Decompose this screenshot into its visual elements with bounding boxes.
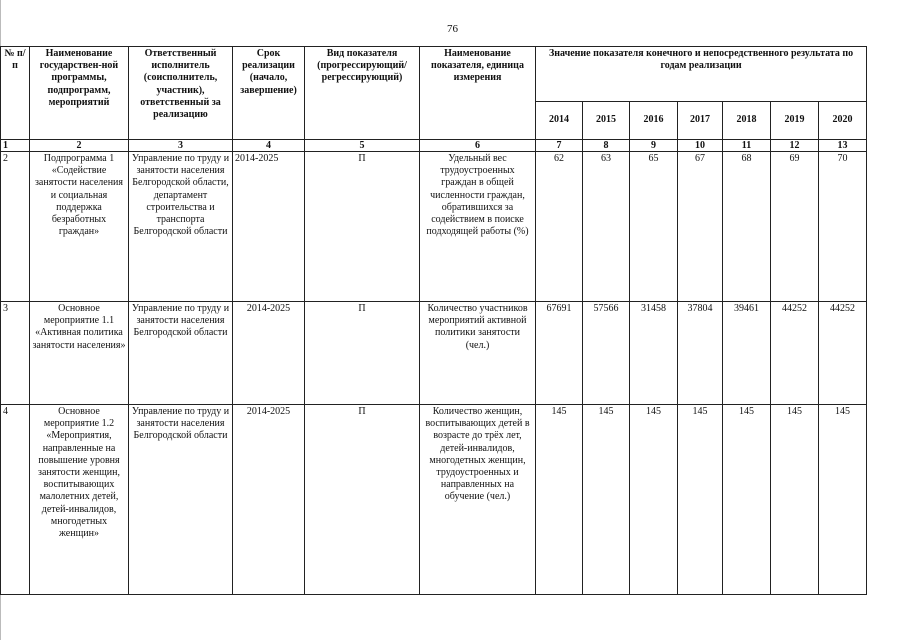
header-year: 2015 [583,102,630,140]
row-period: 2014-2025 [233,152,305,302]
table-row [1,152,867,302]
row-responsible: Управление по труду и занятости населения Белгородской области [129,405,233,595]
header-name: Наименование государствен-ной программы, подпрограмм, мероприятий [30,47,129,140]
row-type: П [305,152,420,302]
header-year: 2017 [678,102,723,140]
row-value: 65 [630,152,678,302]
column-number: 1 [1,140,30,152]
column-number-row [1,140,867,152]
row-num: 4 [1,405,30,595]
column-number: 10 [678,140,723,152]
column-number: 4 [233,140,305,152]
row-type: П [305,302,420,405]
column-number: 2 [30,140,129,152]
row-name: Основное мероприятие 1.1 «Активная политика занятости населения» [30,302,129,405]
column-number: 6 [420,140,536,152]
header-year: 2014 [536,102,583,140]
row-value: 145 [819,405,867,595]
header-num: № п/п [1,47,30,140]
row-name: Подпрограмма 1 «Содействие занятости населения и социальная поддержка безработных граждан» [30,152,129,302]
row-value: 44252 [819,302,867,405]
column-number: 7 [536,140,583,152]
row-num: 2 [1,152,30,302]
row-value: 44252 [771,302,819,405]
row-type: П [305,405,420,595]
header-year: 2016 [630,102,678,140]
header-year: 2019 [771,102,819,140]
table-row [1,302,867,405]
row-name: Основное мероприятие 1.2 «Мероприятия, направленные на повышение уровня занятости женщин, воспитывающих малолетних детей, детей-инвалидов, многодетных женщин» [30,405,129,595]
row-value: 145 [536,405,583,595]
row-value: 37804 [678,302,723,405]
row-indicator: Количество женщин, воспитывающих детей в возрасте до трёх лет, детей-инвалидов, многодетных женщин, трудоустроенных и направленных на обучение (чел.) [420,405,536,595]
row-value: 39461 [723,302,771,405]
column-number: 12 [771,140,819,152]
row-value: 145 [771,405,819,595]
row-value: 57566 [583,302,630,405]
row-value: 67 [678,152,723,302]
row-value: 70 [819,152,867,302]
row-responsible: Управление по труду и занятости населения Белгородской области [129,302,233,405]
header-responsible: Ответственный исполнитель (соисполнитель, участник), ответственный за реализацию [129,47,233,140]
header-year: 2020 [819,102,867,140]
table-row [1,405,867,595]
row-period: 2014-2025 [233,405,305,595]
header-type: Вид показателя (прогрессирующий/ регрессирующий) [305,47,420,140]
row-value: 63 [583,152,630,302]
row-value: 145 [678,405,723,595]
column-number: 11 [723,140,771,152]
row-value: 31458 [630,302,678,405]
row-value: 145 [630,405,678,595]
row-indicator: Количество участников мероприятий активной политики занятости (чел.) [420,302,536,405]
row-value: 145 [723,405,771,595]
header-values: Значение показателя конечного и непосредственного результата по годам реализации [536,47,867,102]
row-value: 68 [723,152,771,302]
header-year: 2018 [723,102,771,140]
column-number: 9 [630,140,678,152]
row-period: 2014-2025 [233,302,305,405]
row-responsible: Управление по труду и занятости населения Белгородской области, департамент строительства и транспорта Белгородской области [129,152,233,302]
row-value: 67691 [536,302,583,405]
column-number: 8 [583,140,630,152]
column-number: 5 [305,140,420,152]
indicators-table [0,46,867,595]
row-indicator: Удельный вес трудоустроенных граждан в общей численности граждан, обратившихся за содействием в поиске подходящей работы (%) [420,152,536,302]
column-number: 13 [819,140,867,152]
column-number: 3 [129,140,233,152]
header-indicator: Наименование показателя, единица измерения [420,47,536,140]
row-num: 3 [1,302,30,405]
page-number: 76 [447,23,458,35]
header-period: Срок реализации (начало, завершение) [233,47,305,140]
row-value: 62 [536,152,583,302]
row-value: 69 [771,152,819,302]
row-value: 145 [583,405,630,595]
